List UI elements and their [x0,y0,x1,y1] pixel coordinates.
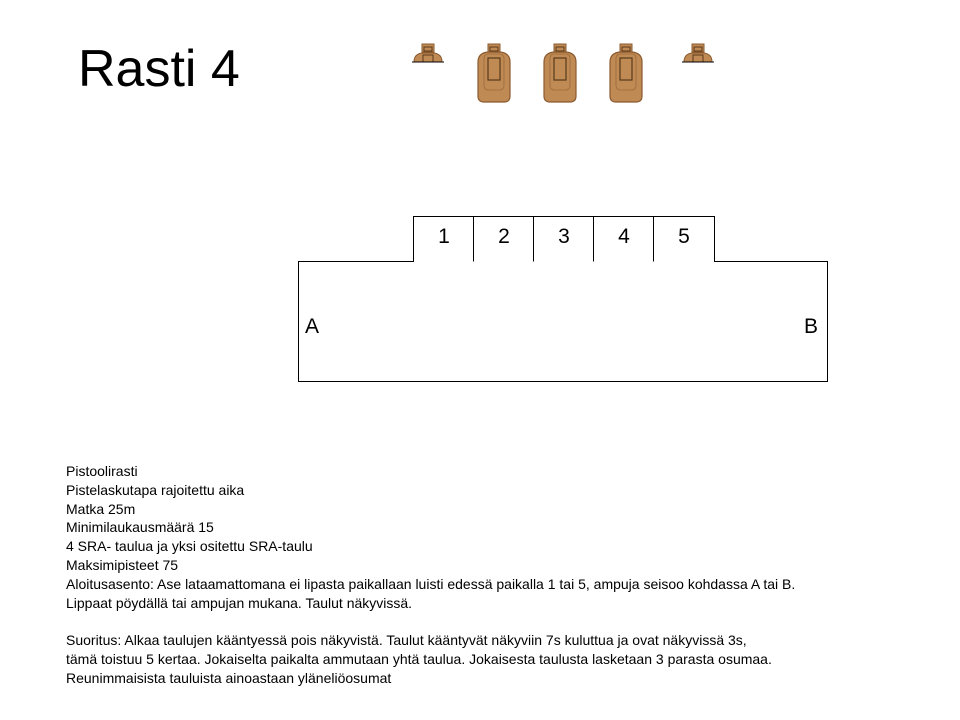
suoritus-line: Reunimmaisista tauluista ainoastaan yläneliöosumat [66,669,392,686]
desc-line: 4 SRA- taulua ja yksi ositettu SRA-taulu [66,538,313,555]
desc-line: Pistelaskutapa rajoitettu aika [66,481,245,498]
suoritus-line: Suoritus: Alkaa taulujen kääntyessä pois näkyvistä. Taulut kääntyvät näkyviin 7s kuluttua ja ovat näkyvissä 3s, [66,632,747,649]
target-right-edge-icon [676,40,720,106]
position-label-4: 4 [618,225,630,248]
suoritus-line: tämä toistuu 5 kertaa. Jokaiselta paikalta ammutaan yhtä taulua. Jokaisesta taulusta lasketaan 3 parasta osumaa. [66,650,772,667]
desc-line: Pistoolirasti [66,463,138,479]
desc-line: Maksimipisteet 75 [66,556,179,573]
sra-target-icon [538,40,582,106]
position-label-1: 1 [438,225,450,248]
position-label-5: 5 [678,225,690,248]
target-row [400,40,730,110]
desc-line: Aloitusasento: Ase lataamattomana ei lipasta paikallaan luisti edessä paikalla 1 tai 5, ampuja seisoo kohdassa A tai B. [66,575,796,592]
start-point-b: B [804,315,819,338]
position-label-2: 2 [498,225,510,248]
desc-line: Lippaat pöydällä tai ampujan mukana. Taulut näkyvissä. [66,594,413,611]
page-title: Rasti 4 [78,40,240,98]
sra-target-icon [472,40,516,106]
desc-line: Matka 25m [66,500,136,517]
desc-line: Minimilaukausmäärä 15 [66,519,214,536]
sra-target-icon [604,40,648,106]
stage-description [66,462,946,688]
target-left-edge-icon [406,40,450,106]
paragraph-gap [66,612,946,631]
position-label-3: 3 [558,225,570,248]
start-point-a: A [305,315,320,338]
